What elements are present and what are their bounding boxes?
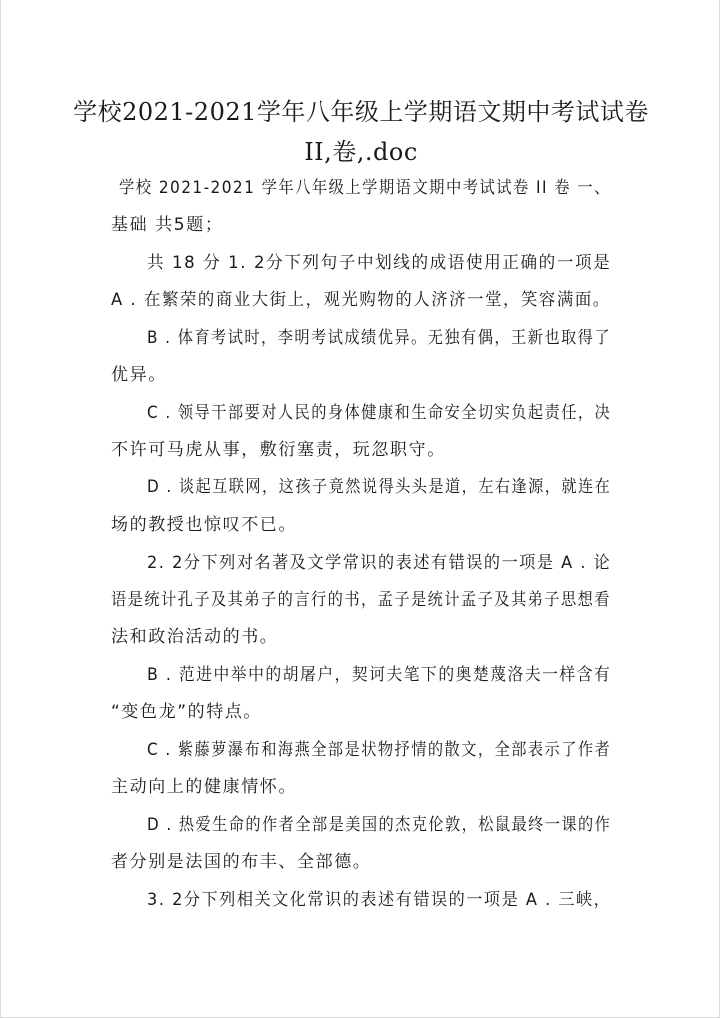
body-line: D . 热爱生命的作者全部是美国的杰克伦敦，松鼠最终一课的作 (147, 815, 612, 835)
body-line: 优异。 (111, 365, 167, 385)
body-line: B . 范进中举中的胡屠户，契诃夫笔下的奥楚蔑洛夫一样含有 (147, 665, 612, 685)
body-line: 学校 2021-2021 学年八年级上学期语文期中考试试卷 II 卷 一、 (119, 178, 611, 198)
body-line: 2. 2分下列对名著及文学常识的表述有错误的一项是 A . 论 (147, 553, 612, 573)
body-line: B . 体育考试时，李明考试成绩优异。无独有偶，王新也取得了 (147, 328, 612, 348)
body-line: 语是统计孔子及其弟子的言行的书，孟子是统计孟子及其弟子思想看 (111, 590, 611, 610)
body-line: D . 谈起互联网，这孩子竟然说得头头是道，左右逢源，就连在 (147, 477, 612, 497)
body-line: C . 紫藤萝瀑布和海燕全部是状物抒情的散文，全部表示了作者 (147, 740, 612, 760)
document-title-line-1: 学校2021-2021学年八年级上学期语文期中考试试卷 (73, 98, 649, 126)
body-line: 者分别是法国的布丰、全部德。 (111, 852, 372, 872)
body-line: 不许可马虎从事，敷衍塞责，玩忽职守。 (111, 440, 446, 460)
body-line: 共 18 分 1. 2分下列句子中划线的成语使用正确的一项是 (147, 253, 612, 273)
body-line: 基础 共5题； (111, 215, 224, 235)
body-line: 法和政治活动的书。 (111, 627, 279, 647)
document-title-line-2: II,卷,.doc (304, 138, 418, 166)
body-line: 3. 2分下列相关文化常识的表述有错误的一项是 A . 三峡， (147, 890, 612, 910)
body-line: “变色龙”的特点。 (111, 702, 263, 722)
body-line: 主动向上的健康情怀。 (111, 777, 297, 797)
body-line: 场的教授也惊叹不已。 (111, 515, 297, 535)
body-line: C . 领导干部要对人民的身体健康和生命安全切实负起责任，决 (147, 403, 612, 423)
body-line: A . 在繁荣的商业大街上，观光购物的人济济一堂，笑容满面。 (111, 290, 611, 310)
